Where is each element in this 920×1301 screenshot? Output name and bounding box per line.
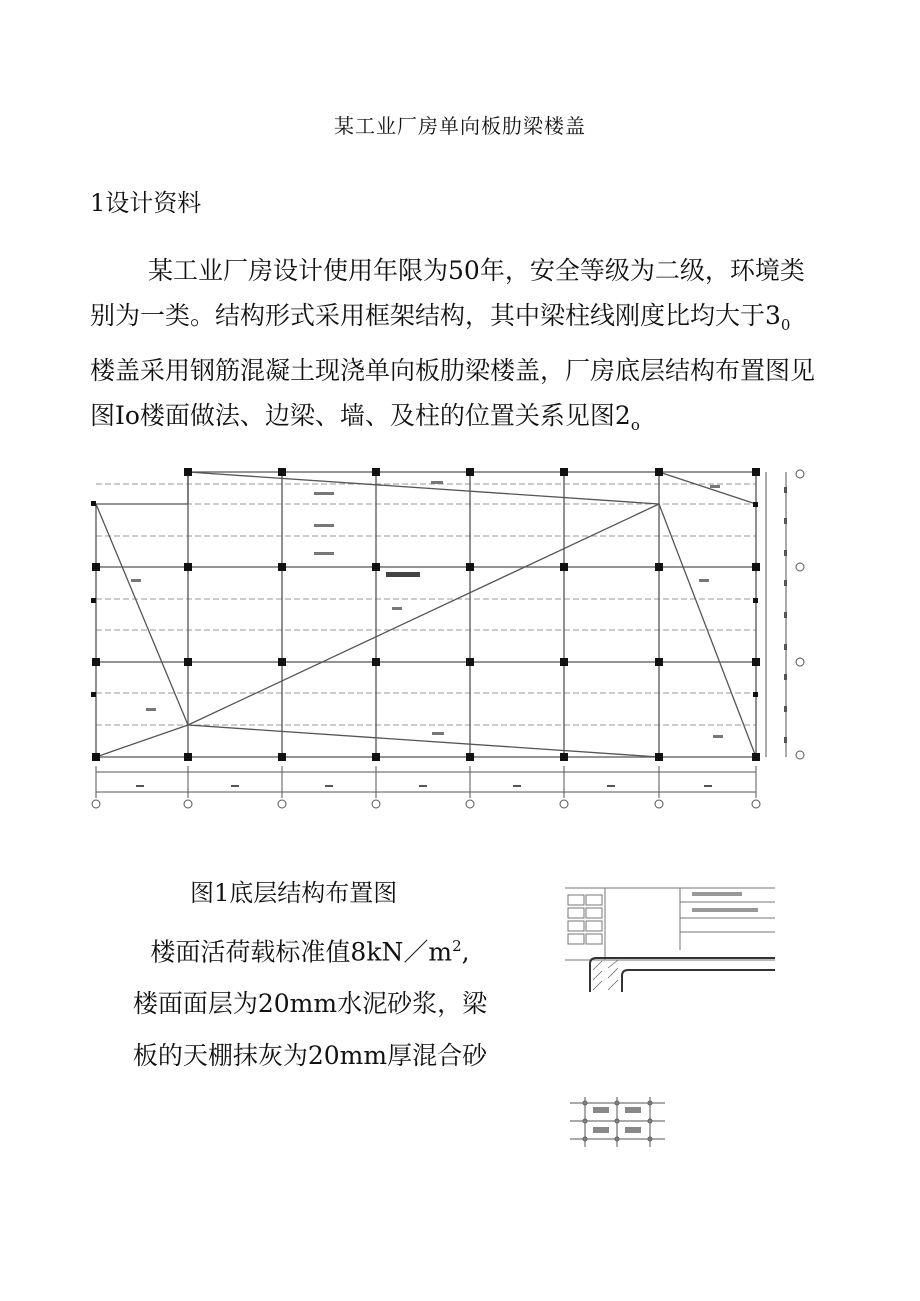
paragraph-line-2: 别为一类。结构形式采用框架结构，其中梁柱线刚度比均大于$3_0$ (90, 301, 791, 334)
document-title: 某工业厂房单向板肋梁楼盖 (334, 114, 586, 138)
subscript: o (630, 416, 640, 434)
spec-line-2: 楼面面层为20mm水泥砂浆，梁 (132, 989, 488, 1019)
subscript: 0 (780, 316, 791, 334)
structural-layout-drawing (88, 462, 823, 822)
wall-beam-detail-drawing (560, 880, 780, 995)
dimension-grid-drawing (565, 1095, 670, 1150)
paragraph-line-4: 图Io楼面做法、边梁、墙、及柱的位置关系见图$2_o$ (90, 401, 640, 434)
section-heading: 1设计资料 (90, 189, 202, 217)
design-data-paragraph (90, 248, 850, 448)
figure-caption: 图1底层结构布置图 (190, 879, 398, 907)
paragraph-line-1: 某工业厂房设计使用年限为50年，安全等级为二级，环境类 (148, 256, 805, 285)
spec-line-3: 板的天棚抹灰为20mm厚混合砂 (132, 1041, 488, 1071)
paragraph-line-3: 楼盖采用钢筋混凝土现浇单向板肋梁楼盖，厂房底层结构布置图见 (90, 356, 816, 385)
spec-line-1: 楼面活荷载标准值$8kN/m^2$, (150, 937, 470, 967)
superscript: 2 (452, 937, 462, 955)
floor-specification (110, 920, 510, 1082)
